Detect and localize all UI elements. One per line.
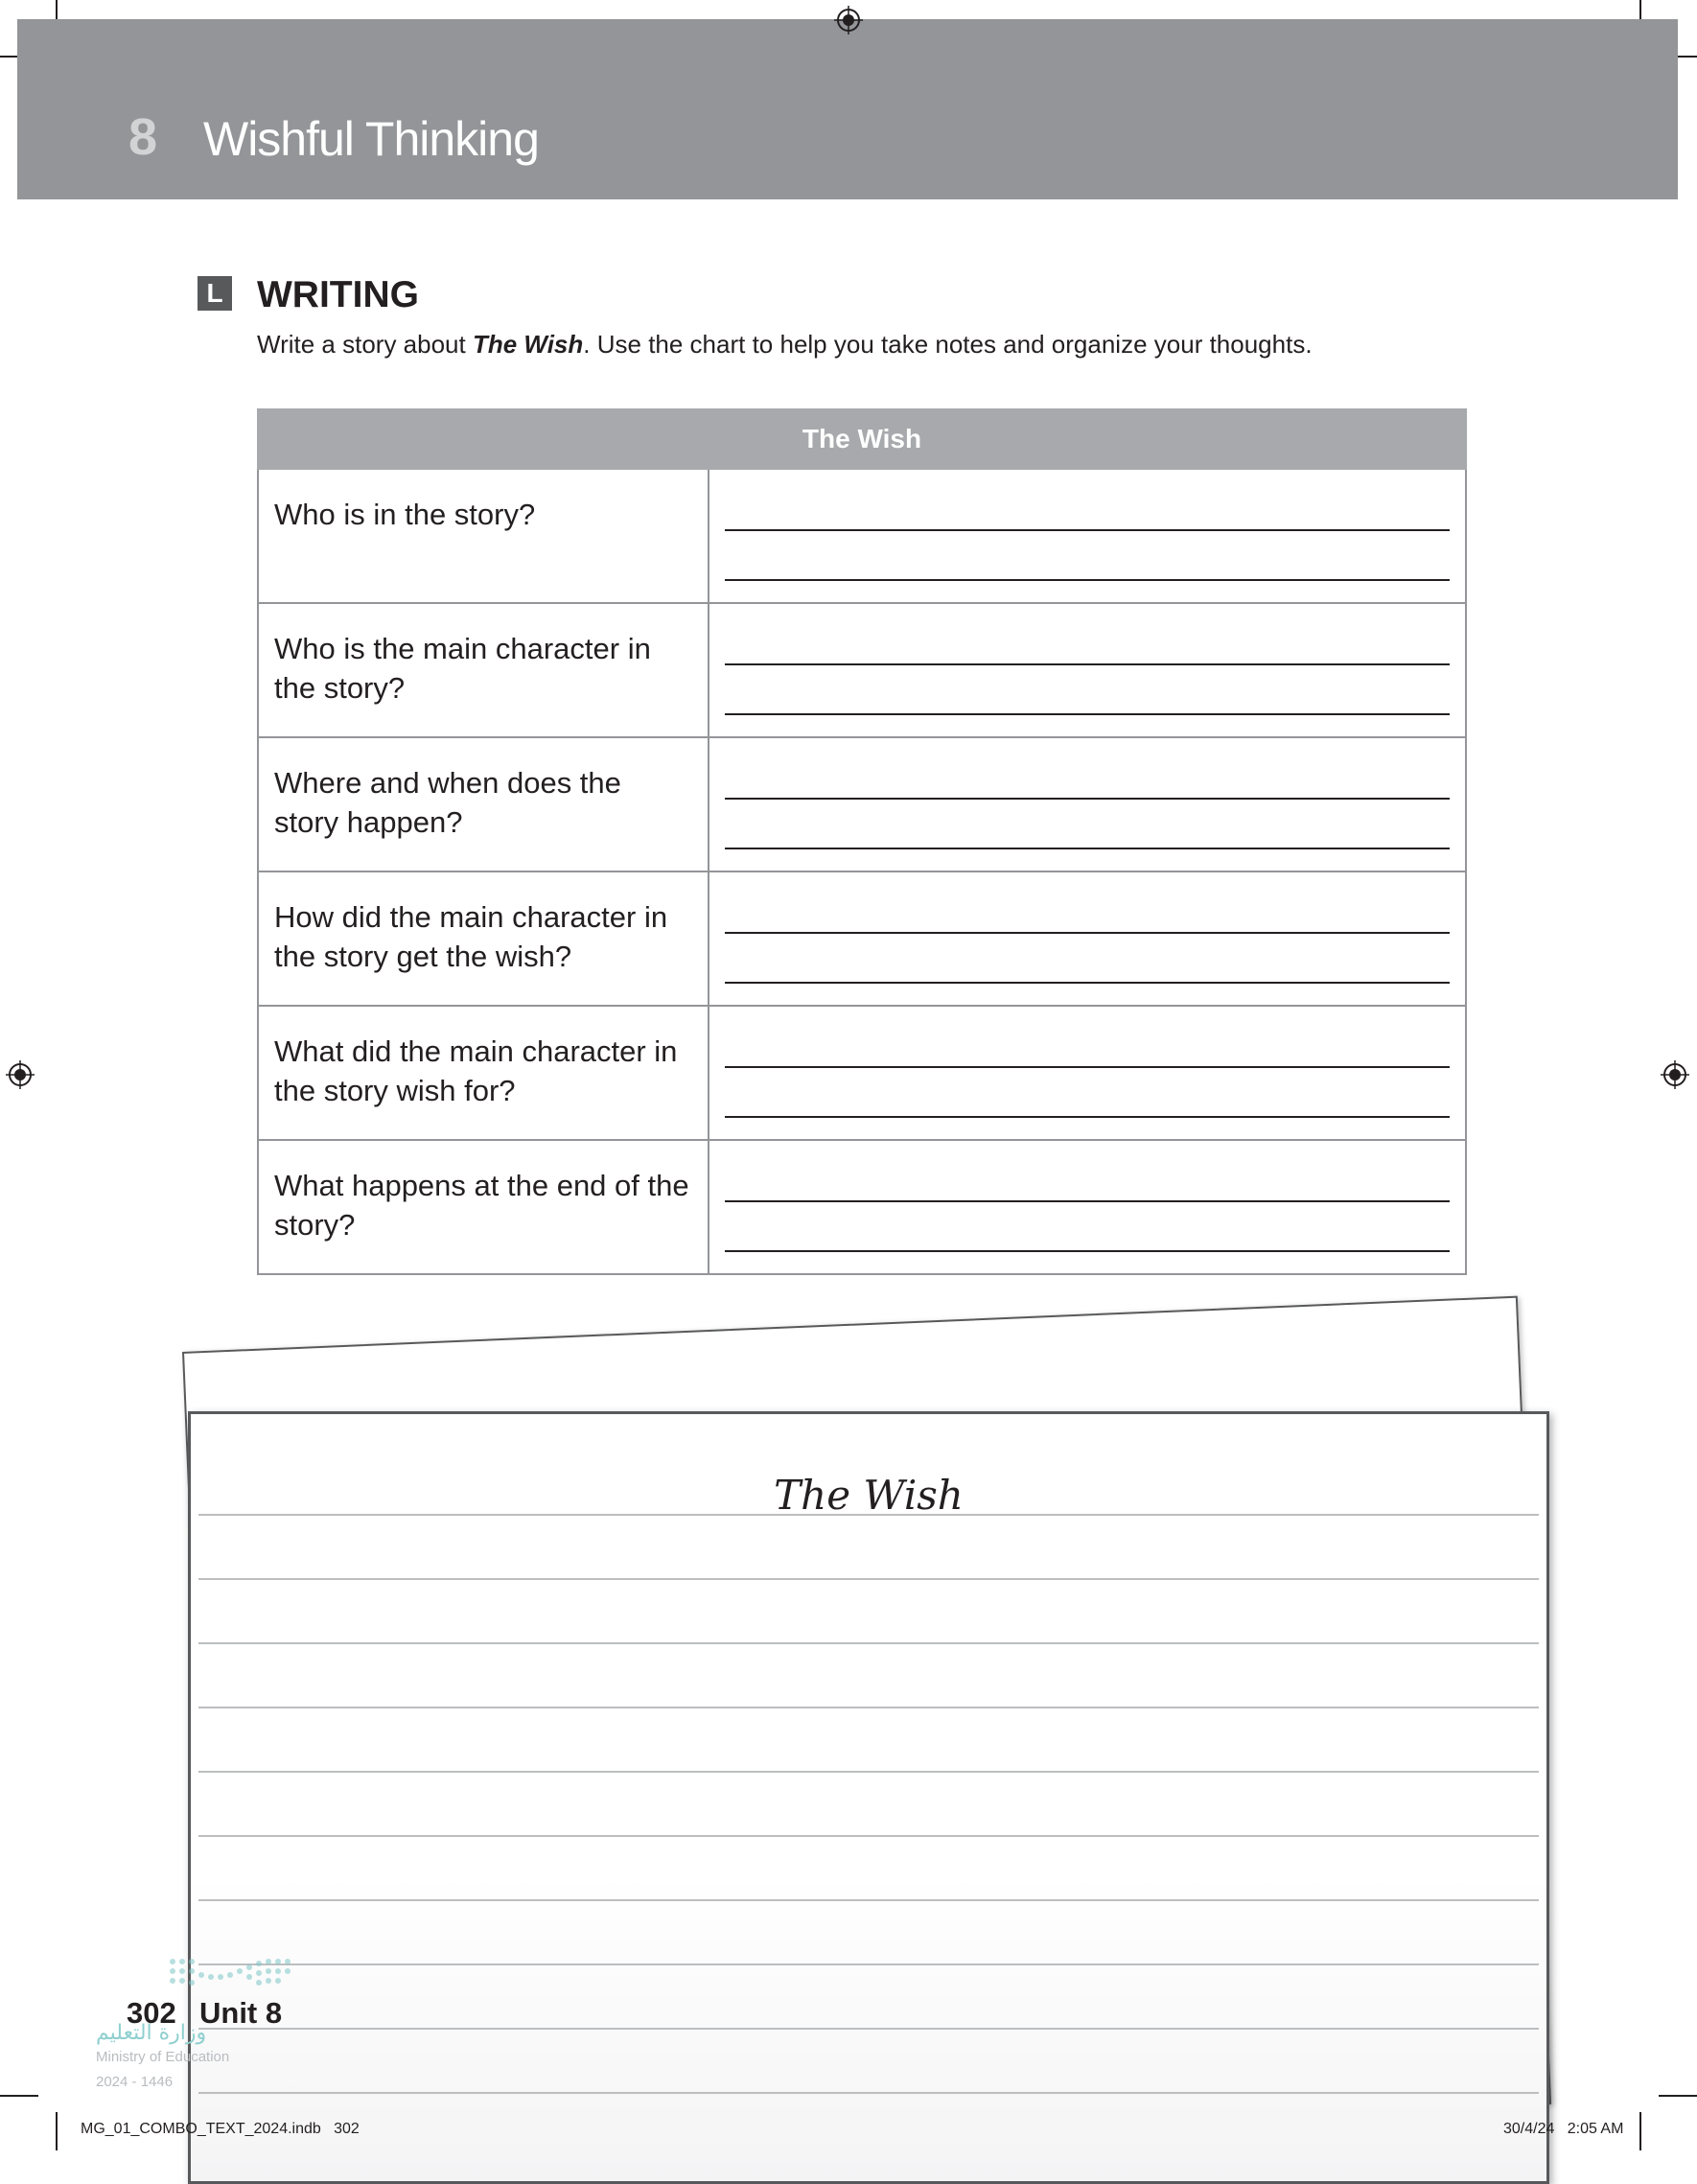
answer-line[interactable] bbox=[725, 982, 1450, 984]
answer-area[interactable] bbox=[709, 737, 1466, 871]
instructions-text: . Use the chart to help you take notes and organize your thoughts. bbox=[583, 330, 1313, 359]
answer-line[interactable] bbox=[725, 1116, 1450, 1118]
writing-line[interactable] bbox=[198, 1578, 1539, 1580]
answer-line[interactable] bbox=[725, 579, 1450, 581]
section-title: WRITING bbox=[257, 274, 419, 315]
crop-mark bbox=[0, 2095, 38, 2097]
page-number: 302 bbox=[127, 1996, 176, 2030]
answer-line[interactable] bbox=[725, 1200, 1450, 1202]
chart-row bbox=[258, 737, 1466, 871]
writing-line[interactable] bbox=[198, 1899, 1539, 1901]
answer-line[interactable] bbox=[725, 798, 1450, 800]
instructions bbox=[257, 330, 1313, 360]
writing-line[interactable] bbox=[198, 2092, 1539, 2094]
answer-area[interactable] bbox=[709, 1140, 1466, 1274]
answer-line[interactable] bbox=[725, 1066, 1450, 1068]
writing-line[interactable] bbox=[198, 1835, 1539, 1837]
chart-row bbox=[258, 603, 1466, 737]
answer-line[interactable] bbox=[725, 713, 1450, 715]
ministry-name-arabic: وزارة التعليم bbox=[96, 2021, 207, 2045]
answer-area[interactable] bbox=[709, 603, 1466, 737]
unit-title: Wishful Thinking bbox=[203, 112, 539, 166]
ministry-year: 2024 - 1446 bbox=[96, 2074, 174, 2090]
ministry-name: Ministry of Education bbox=[96, 2049, 230, 2065]
page-unit-label: Unit 8 bbox=[199, 1996, 283, 2030]
writing-line[interactable] bbox=[198, 2028, 1539, 2030]
answer-area[interactable] bbox=[709, 469, 1466, 603]
chart-question: Who is the main character in the story? bbox=[258, 603, 709, 737]
answer-line[interactable] bbox=[725, 932, 1450, 934]
registration-mark-icon bbox=[6, 1060, 35, 1089]
writing-line[interactable] bbox=[198, 1642, 1539, 1644]
print-slug-file: MG_01_COMBO_TEXT_2024.indb 302 bbox=[81, 2121, 360, 2137]
writing-line[interactable] bbox=[198, 1771, 1539, 1773]
chart-question: How did the main character in the story get the wish? bbox=[258, 871, 709, 1006]
answer-area[interactable] bbox=[709, 1006, 1466, 1140]
paper-title: The Wish bbox=[774, 1472, 964, 1519]
header-band bbox=[17, 19, 1678, 199]
chart-row bbox=[258, 1140, 1466, 1274]
story-chart bbox=[257, 408, 1467, 1275]
chart-question: What did the main character in the story wish for? bbox=[258, 1006, 709, 1140]
chart-row bbox=[258, 469, 1466, 603]
crop-mark bbox=[1639, 2112, 1641, 2150]
chart-question: What happens at the end of the story? bbox=[258, 1140, 709, 1274]
crop-mark bbox=[56, 2112, 58, 2150]
instructions-story-title: The Wish bbox=[472, 330, 584, 359]
chart-title: The Wish bbox=[258, 409, 1466, 469]
writing-line[interactable] bbox=[198, 1514, 1539, 1516]
chart-question: Where and when does the story happen? bbox=[258, 737, 709, 871]
crop-mark bbox=[1659, 2095, 1697, 2097]
writing-line[interactable] bbox=[198, 1707, 1539, 1708]
answer-line[interactable] bbox=[725, 848, 1450, 849]
writing-line[interactable] bbox=[198, 1963, 1539, 1965]
unit-number: 8 bbox=[128, 108, 158, 166]
instructions-text: Write a story about bbox=[257, 330, 473, 359]
answer-line[interactable] bbox=[725, 529, 1450, 531]
chart-question: Who is in the story? bbox=[258, 469, 709, 603]
section-letter-badge: L bbox=[198, 276, 232, 311]
print-slug-date: 30/4/24 2:05 AM bbox=[1503, 2121, 1624, 2137]
answer-line[interactable] bbox=[725, 1250, 1450, 1252]
chart-row bbox=[258, 1006, 1466, 1140]
writing-paper[interactable] bbox=[188, 1411, 1549, 2184]
answer-area[interactable] bbox=[709, 871, 1466, 1006]
answer-line[interactable] bbox=[725, 663, 1450, 665]
registration-mark-icon bbox=[834, 6, 863, 35]
registration-mark-icon bbox=[1661, 1060, 1689, 1089]
chart-row bbox=[258, 871, 1466, 1006]
